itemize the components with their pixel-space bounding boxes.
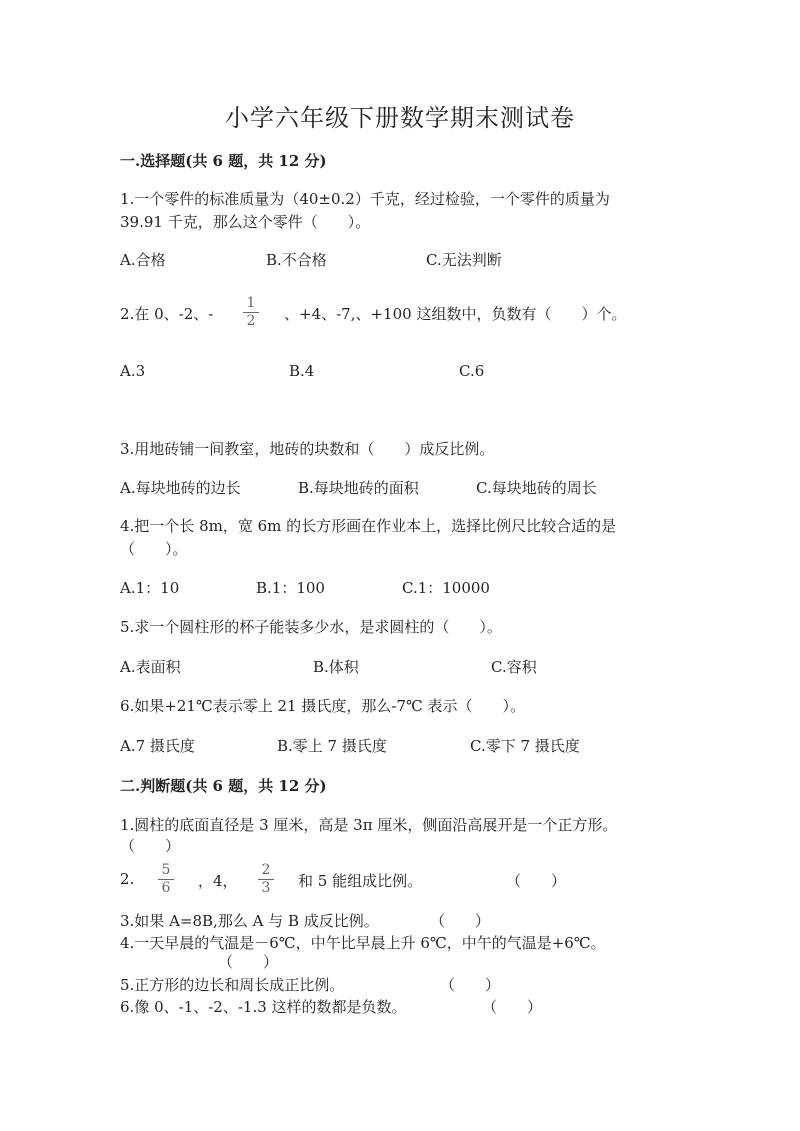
option-c: C.每块地砖的周长 (476, 479, 597, 497)
question-text: 4.一天早晨的气温是－6℃，中午比早晨上升 6℃，中午的气温是+6℃。 (120, 934, 606, 952)
option-a: A.每块地砖的边长 (120, 479, 241, 497)
answer-blank: （ ） (482, 998, 543, 1016)
question-text: 6.如果+21℃表示零上 21 摄氏度，那么-7℃ 表示（ ）。 (120, 697, 526, 715)
question-text: 3.如果 A=8B,那么 A 与 B 成反比例。 (120, 912, 379, 930)
fraction-numerator: 1 (246, 295, 256, 311)
fraction-denominator: 2 (246, 313, 256, 329)
fraction-numerator: 2 (261, 862, 271, 878)
question-text: 39.91 千克，那么这个零件（ ）。 (120, 213, 371, 231)
fraction-denominator: 3 (261, 880, 271, 896)
question-text: 3.用地砖铺一间教室，地砖的块数和（ ）成反比例。 (120, 440, 495, 458)
question-text: （ ）。 (120, 540, 188, 558)
option-b: B.4 (289, 362, 315, 380)
option-a: A.1：10 (120, 579, 180, 597)
question-text: 5.求一个圆柱形的杯子能装多少水，是求圆柱的（ ）。 (120, 618, 502, 636)
question-text: 6.像 0、-1、-2、-1.3 这样的数都是负数。 (120, 998, 407, 1016)
question-text: 、+4、-7,、+100 这组数中，负数有（ ）个。 (284, 305, 627, 323)
section-heading-choice: 一.选择题(共 6 题，共 12 分) (120, 152, 327, 170)
option-a: A.3 (120, 362, 146, 380)
answer-blank: （ ） (506, 872, 567, 890)
option-a: A.7 摄氏度 (120, 737, 195, 755)
option-c: C.无法判断 (426, 251, 502, 269)
answer-blank: （ ） (430, 912, 491, 930)
option-b: B.零上 7 摄氏度 (277, 737, 387, 755)
fraction-numerator: 5 (161, 862, 171, 878)
option-c: C.1：10000 (402, 579, 490, 597)
question-text: 和 5 能组成比例。 (298, 872, 423, 890)
option-b: B.每块地砖的面积 (298, 479, 419, 497)
question-text: ，4， (198, 872, 238, 890)
option-b: B.体积 (313, 658, 359, 676)
question-text: 2.在 0、-2、- (120, 305, 214, 323)
option-b: B.不合格 (266, 251, 327, 269)
option-b: B.1：100 (256, 579, 325, 597)
fraction (157, 863, 175, 896)
option-a: A.表面积 (120, 658, 181, 676)
answer-blank: （ ） (120, 837, 181, 855)
question-text: 1.圆柱的底面直径是 3 厘米，高是 3π 厘米，侧面沿高展开是一个正方形。 (120, 816, 618, 834)
question-text: 4.把一个长 8m，宽 6m 的长方形画在作业本上，选择比例尺比较合适的是 (120, 517, 617, 535)
question-text: 1.一个零件的标准质量为（40±0.2）千克，经过检验，一个零件的质量为 (120, 190, 610, 208)
fraction (242, 296, 260, 329)
option-a: A.合格 (120, 251, 166, 269)
option-c: C.零下 7 摄氏度 (470, 737, 580, 755)
fraction-denominator: 6 (161, 880, 171, 896)
answer-blank: （ ） (218, 953, 279, 971)
answer-blank: （ ） (440, 976, 501, 994)
option-c: C.容积 (491, 658, 537, 676)
page-title: 小学六年级下册数学期末测试卷 (225, 104, 575, 132)
question-text: 2. (120, 870, 135, 888)
option-c: C.6 (459, 362, 485, 380)
question-text: 5.正方形的边长和周长成正比例。 (120, 976, 345, 994)
section-heading-judgement: 二.判断题(共 6 题，共 12 分) (120, 777, 327, 795)
fraction (257, 863, 275, 896)
